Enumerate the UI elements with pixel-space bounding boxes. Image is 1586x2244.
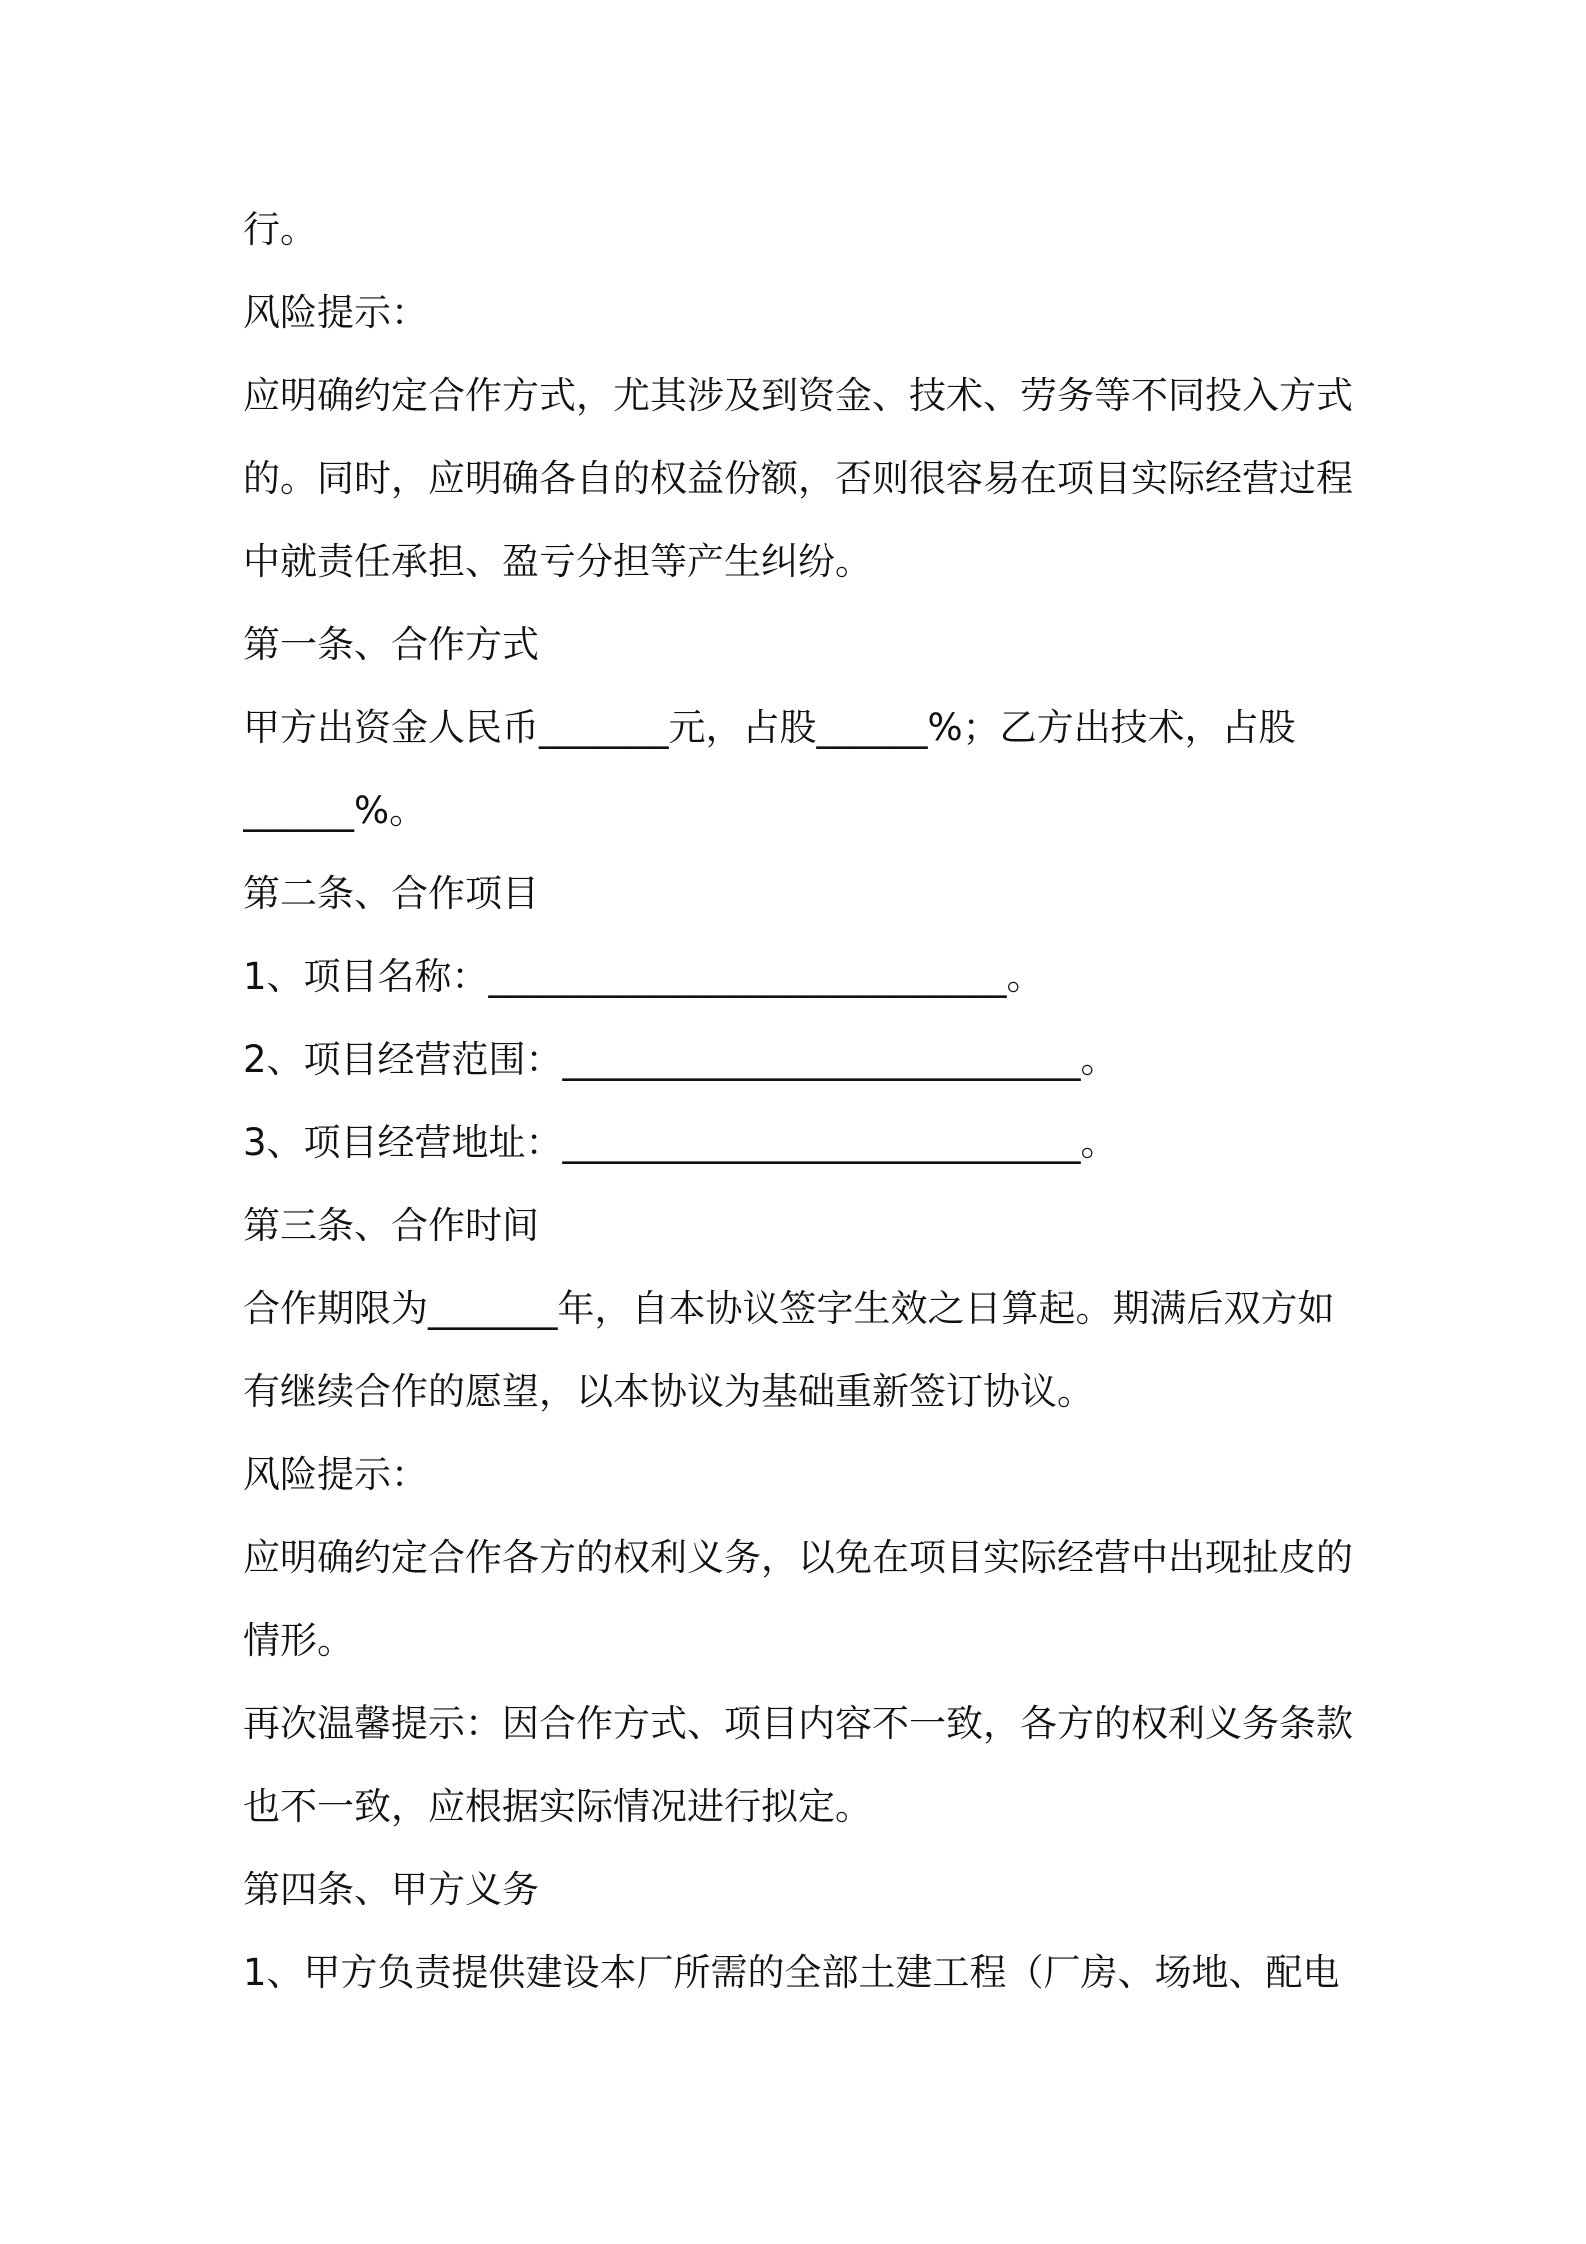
text-line: 应明确约定合作各方的权利义务，以免在项目实际经营中出现扯皮的 [243,1536,1353,1579]
list-item: 2、项目经营范围：____________________________。 [243,1038,1118,1081]
list-item: 3、项目经营地址：____________________________。 [243,1121,1118,1164]
text-line: 甲方出资金人民币_______元，占股______%；乙方出技术，占股 [243,706,1296,749]
section-heading: 风险提示： [243,291,428,334]
text-line: 情形。 [243,1619,354,1662]
article-heading: 第一条、合作方式 [243,623,539,666]
text-line: 应明确约定合作方式，尤其涉及到资金、技术、劳务等不同投入方式 [243,374,1353,417]
article-heading: 第三条、合作时间 [243,1204,539,1247]
text-line: 再次温馨提示：因合作方式、项目内容不一致，各方的权利义务条款 [243,1702,1353,1745]
document-body [243,188,1358,2014]
text-line: 合作期限为_______年，自本协议签字生效之日算起。期满后双方如 [243,1287,1335,1330]
text-line: 行。 [243,208,317,251]
text-line: 也不一致，应根据实际情况进行拟定。 [243,1785,872,1828]
article-heading: 第四条、甲方义务 [243,1868,539,1911]
text-line: 有继续合作的愿望，以本协议为基础重新签订协议。 [243,1370,1094,1413]
section-heading: 风险提示： [243,1453,428,1496]
text-line: 的。同时，应明确各自的权益份额，否则很容易在项目实际经营过程 [243,457,1353,500]
list-item: 1、甲方负责提供建设本厂所需的全部土建工程（厂房、场地、配电 [243,1951,1340,1994]
text-line: 中就责任承担、盈亏分担等产生纠纷。 [243,540,872,583]
list-item: 1、项目名称：____________________________。 [243,955,1044,998]
text-line: ______%。 [243,789,427,832]
article-heading: 第二条、合作项目 [243,872,539,915]
